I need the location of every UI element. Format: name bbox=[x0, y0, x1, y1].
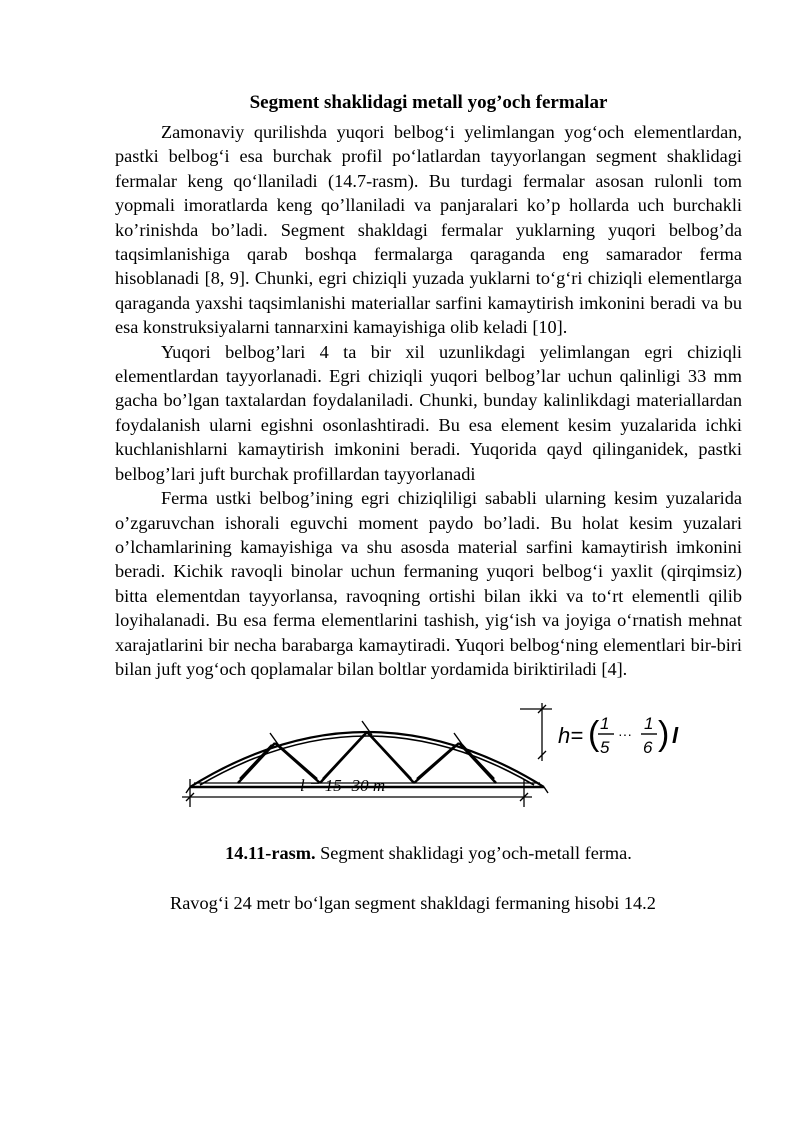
segment-truss-diagram bbox=[180, 699, 720, 829]
figure-caption bbox=[115, 841, 742, 865]
formula-num2: 1 bbox=[644, 714, 654, 734]
paragraph-1: Zamonaviy qurilishda yuqori belbog‘i yelimlangan yog‘och elementlardan, pastki belbog‘i esa burchak profil po‘latlardan tayyorlangan segment shaklidagi fermalar keng qo‘llaniladi (14.7-rasm). Bu turdagi fermalar asosan rulonli tom yopmali imoratlarda keng qo’llaniladi va panjaralari ko’p hollarda uch burchakli ko’rinishda bo’ladi. Segment shakldagi fermalar yuklarning yuqori belbog’da taqsimlanishiga qarab boshqa fermalarga qaraganda eng samarador ferma hisoblanadi [8, 9]. Chunki, egri chiziqli yuzada yuklarni to‘g‘ri chiziqli elementlarga qaraganda yaxshi taqsimlanishi materiallar sarfini kamaytirish imkonini beradi va bu esa konstruksiyalarni tannarxini kamayishiga olib keladi [10]. bbox=[115, 122, 742, 338]
final-line: Ravog‘i 24 metr bo‘lgan segment shakldagi fermaning hisobi 14.2 bbox=[170, 893, 656, 914]
paragraph-2: Yuqori belbog’lari 4 ta bir xil uzunlikdagi yelimlangan egri chiziqli elementlardan tayyorlanadi. Egri chiziqli yuqori belbog’lar uchun qalinligi 33 mm gacha bo’lgan taxtalardan foydalaniladi. Chunki, bunday kalinlikdagi materiallardan foydalanish ularni egishni osonlashtiradi. Bu esa element kesim yuzalarida ichki kuchlanishlarni kamaytirish imkonini beradi. Yuqorida qayd qilinganidek, pastki belbog’lari juft burchak profillardan tayyorlanadi bbox=[115, 341, 742, 484]
formula-suffix: l bbox=[672, 723, 679, 749]
formula-dots: ··· bbox=[618, 726, 632, 743]
caption-text: Segment shaklidagi yog’och-metall ferma. bbox=[315, 843, 632, 864]
formula-left-paren: ( bbox=[588, 715, 600, 754]
height-dimension bbox=[520, 703, 552, 761]
formula-num1: 1 bbox=[600, 714, 610, 734]
height-formula bbox=[558, 714, 679, 757]
document-page bbox=[115, 90, 742, 915]
paragraph-3: Ferma ustki belbog’ining egri chiziqliligi sababli ularning kesim yuzalarida o’zgaruvchan ishorali eguvchi moment paydo bo’ladi. Bu holat kesim yuzalari o’lchamlarining kamayishiga va shu asosda material sarfini kamaytirish imkonini beradi. Kichik ravoqli binolar uchun fermaning yuqori belbog‘i yaxlit (qirqimsiz) bitta elementdan tayyorlansa, ravoqning ortishi bilan ikki va to‘rt elementli qilib loyihalanadi. Bu esa ferma elementlarini tashish, yig‘ish va joyiga o‘rnatish mehnat xarajatlarini bir necha barabarga kamaytiradi. Yuqori belbog‘ning elementlari bir-biri bilan juft yog‘och qoplamalar bilan boltlar yordamida biriktiriladi [4]. bbox=[115, 488, 742, 679]
section-title: Segment shaklidagi metall yog’och fermalar bbox=[249, 92, 608, 113]
formula-lhs: h= bbox=[558, 723, 584, 749]
formula-right-paren: ) bbox=[658, 715, 670, 754]
caption-label: 14.11-rasm. bbox=[225, 843, 316, 864]
span-label: l = 15 -30 m bbox=[300, 776, 386, 796]
formula-den2: 6 bbox=[643, 738, 653, 758]
formula-den1: 5 bbox=[600, 738, 610, 758]
truss-figure bbox=[115, 699, 742, 829]
